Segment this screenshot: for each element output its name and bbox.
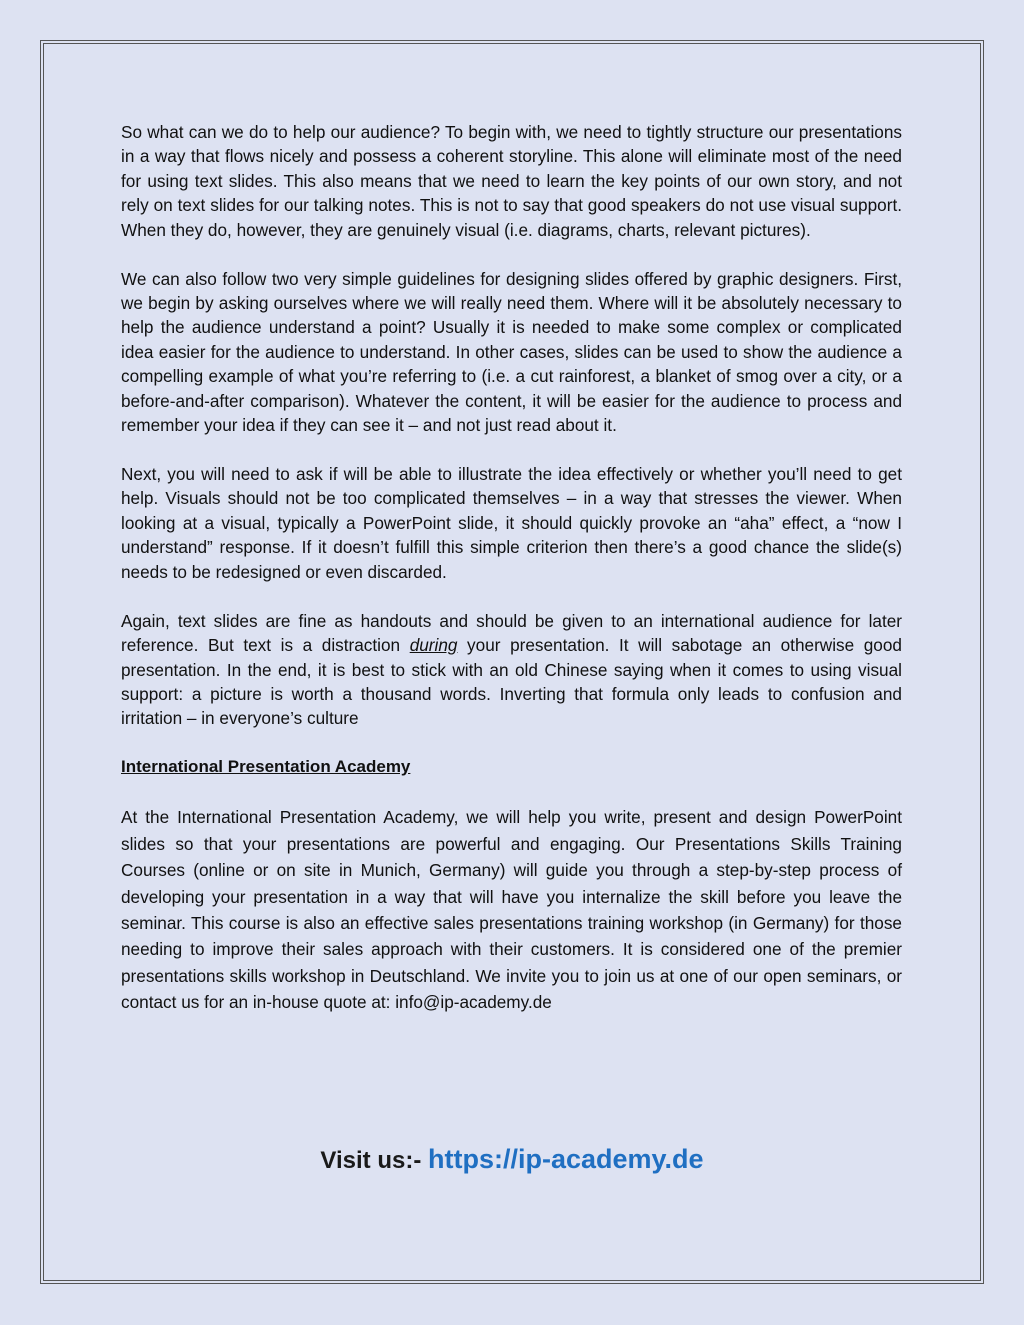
visit-footer — [0, 1144, 1024, 1175]
paragraph-4-end: your presentation. It will sabotage an otherwise good presentation. In the end, it is best to stick with an old Chinese saying when it comes to using visual support: a picture is worth a thousand words. Inverting that formula only leads to confusion and irritation – in everyone’s culture — [121, 635, 902, 729]
website-link[interactable]: https://ip-academy.de — [428, 1144, 704, 1174]
emphasis-during: during — [409, 635, 458, 656]
paragraph-3: Next, you will need to ask if will be able to illustrate the idea effectively or whether you’ll need to get help. Visuals should not be too complicated themselves – in a way that stresses the viewer. When looking at a visual, typically a PowerPoint slide, it should quickly provoke an “aha” effect, a “now I understand” response. If it doesn’t fulfill this simple criterion then there’s a good chance the slide(s) needs to be redesigned or even discarded. — [121, 464, 902, 582]
paragraph-5: At the International Presentation Academy, we will help you write, present and design PowerPoint slides so that your presentations are powerful and engaging. Our Presentations Skills Training Courses (online or on site in Munich, Germany) will guide you through a step-by-step process of developing your presentation in a way that will have you internalize the skill before you leave the seminar. This course is also an effective sales presentations training workshop (in Germany) for those needing to improve their sales approach with their customers. It is considered one of the premier presentations skills workshop in Deutschland. We invite you to join us at one of our open seminars, or contact us for an in-house quote at: info@ip-academy.de — [121, 807, 902, 1013]
paragraph-2: We can also follow two very simple guidelines for designing slides offered by graphic designers. First, we begin by asking ourselves where we will really need them. Where will it be absolutely necessary to help the audience understand a point? Usually it is needed to make some complex or complicated idea easier for the audience to understand. In other cases, slides can be used to show the audience a compelling example of what you’re referring to (i.e. a cut rainforest, a blanket of smog over a city, or a before-and-after comparison). Whatever the content, it will be easier for the audience to process and remember your idea if they can see it – and not just read about it. — [121, 268, 902, 436]
paragraph-1: So what can we do to help our audience? To begin with, we need to tightly structure our presentations in a way that flows nicely and possess a coherent storyline. This alone will eliminate most of the need for using text slides. This also means that we need to learn the key points of our own story, and not rely on text slides for our talking notes. This is not to say that good speakers do not use visual support. When they do, however, they are genuinely visual (i.e. diagrams, charts, relevant pictures). — [121, 122, 902, 240]
document-body — [121, 120, 902, 1040]
paragraph-4-start: Again, text slides are fine as handouts and should be given to an international audience for later reference. But text is a distraction — [121, 610, 902, 656]
paragraph-4 — [121, 609, 902, 731]
visit-label: Visit us:- — [320, 1147, 428, 1174]
section-heading: International Presentation Academy — [121, 757, 411, 777]
